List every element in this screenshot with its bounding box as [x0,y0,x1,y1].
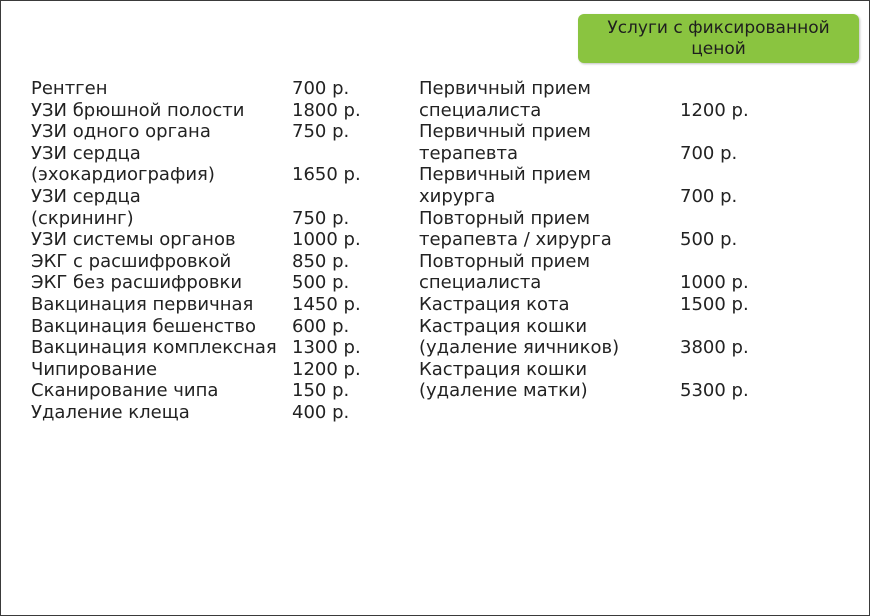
services-list-right [419,78,759,402]
service-price: 1200 р. [680,99,749,121]
service-row [31,229,371,251]
service-row [419,121,759,164]
service-row [419,359,759,402]
service-name: УЗИ системы органов [31,229,236,251]
service-row [31,78,371,100]
service-name: Повторный прием [419,250,591,272]
service-row [31,272,371,294]
service-price: 500 р. [680,229,738,251]
service-name: специалиста [419,99,542,121]
service-price: 1000 р. [292,229,361,251]
service-name: УЗИ брюшной полости [31,99,245,121]
services-list-left [31,78,371,424]
service-name: Кастрация кота [419,293,570,315]
service-name: Повторный прием [419,207,591,229]
service-price: 400 р. [292,401,350,423]
service-row [31,402,371,424]
service-row [419,208,759,251]
service-price: 750 р. [292,207,350,229]
service-name: Рентген [31,78,108,99]
service-row [31,121,371,143]
service-row [31,359,371,381]
service-name: Вакцинация бешенство [31,315,256,337]
service-price: 1500 р. [680,293,749,315]
service-price: 3800 р. [680,337,749,359]
service-row [31,380,371,402]
service-name: Чипирование [31,358,158,380]
service-name: ЭКГ с расшифровкой [31,250,232,272]
service-price: 700 р. [292,78,350,99]
service-name: УЗИ одного органа [31,121,211,143]
service-row [31,316,371,338]
service-name: терапевта [419,142,518,164]
service-price: 700 р. [680,185,738,207]
service-name: терапевта / хирурга [419,229,612,251]
service-name: УЗИ сердца [31,185,141,207]
service-name: (удаление матки) [419,380,588,402]
service-name: хирурга [419,185,496,207]
service-name: Вакцинация комплексная [31,337,277,359]
service-price: 850 р. [292,250,350,272]
service-name: Первичный прием [419,121,591,143]
service-name: Удаление клеща [31,401,190,423]
service-row [31,186,371,229]
service-name: Кастрация кошки [419,315,588,337]
service-row [31,294,371,316]
service-price: 500 р. [292,272,350,294]
service-row [419,78,759,121]
service-price: 1200 р. [292,358,361,380]
service-row [419,294,759,316]
service-name: специалиста [419,272,542,294]
service-row [31,143,371,186]
service-price: 600 р. [292,315,350,337]
service-row [31,100,371,122]
service-name: Кастрация кошки [419,358,588,380]
service-price: 5300 р. [680,380,749,402]
service-name: Вакцинация первичная [31,293,254,315]
service-price: 750 р. [292,121,350,143]
service-name: ЭКГ без расшифровки [31,272,243,294]
service-row [419,316,759,359]
service-name: (удаление яичников) [419,337,620,359]
fixed-price-services-badge: Услуги с фиксированной ценой [578,14,859,63]
service-row [31,337,371,359]
service-price: 1450 р. [292,293,361,315]
service-name: УЗИ сердца [31,142,141,164]
service-price: 1800 р. [292,99,361,121]
service-name: Первичный прием [419,164,591,186]
service-price: 150 р. [292,380,350,402]
service-price: 1650 р. [292,164,361,186]
service-price: 700 р. [680,142,738,164]
service-name: Сканирование чипа [31,380,219,402]
service-price: 1300 р. [292,337,361,359]
service-name: (эхокардиография) [31,164,215,186]
service-row [419,251,759,294]
service-row [419,164,759,207]
service-price: 1000 р. [680,272,749,294]
service-name: Первичный прием [419,78,591,99]
service-row [31,251,371,273]
service-name: (скрининг) [31,207,134,229]
